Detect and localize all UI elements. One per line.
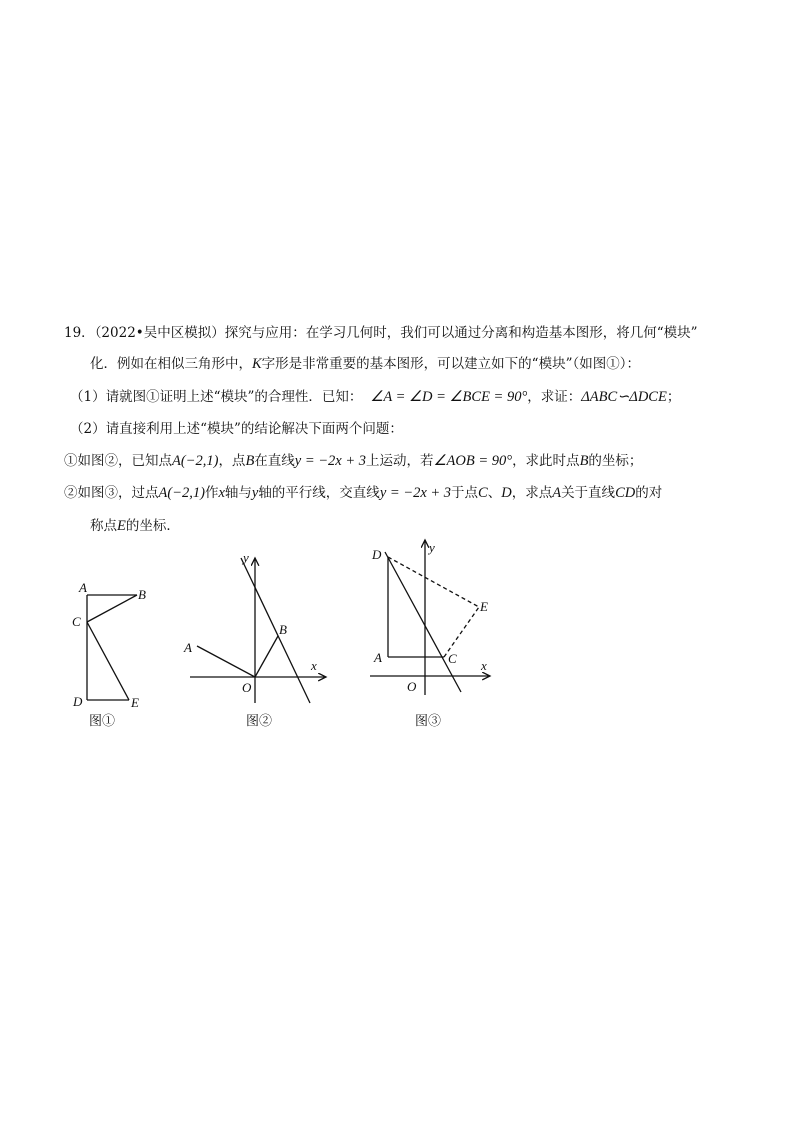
label-a: A (374, 650, 382, 665)
segment-cb (87, 595, 137, 622)
segment-oa (197, 646, 255, 677)
text-segment: ，求此时点 (512, 453, 580, 469)
text-segment: ，求点 (511, 485, 553, 501)
text-segment: 关于直线 (561, 485, 616, 501)
part-2-line (70, 420, 403, 438)
text-segment: ，求证： (527, 389, 582, 405)
label-b: B (279, 622, 287, 637)
label-d: D (73, 694, 83, 709)
label-b: B (138, 587, 146, 602)
label-a: A (79, 580, 87, 595)
segment-ce-dashed (444, 607, 479, 657)
math-c: C (478, 485, 488, 501)
problem-intro: 探究与应用：在学习几何时，我们可以通过分离和构造基本图形，将几何“模块” (224, 325, 698, 341)
math-angle: ∠AOB = 90° (433, 453, 513, 469)
text-segment: 于点 (451, 485, 479, 501)
label-o: O (407, 679, 417, 694)
figure-1 (60, 570, 170, 710)
math-x: x (218, 485, 225, 501)
figure-2 (180, 548, 330, 708)
problem-line-2 (90, 355, 640, 373)
problem-line-1 (64, 324, 698, 342)
problem-source: （2022•吴中区模拟） (94, 325, 225, 341)
label-c: C (448, 651, 457, 666)
label-x: x (481, 658, 487, 673)
label-d: D (372, 547, 382, 562)
text-segment: （1）请就图①证明上述“模块”的合理性．已知： (70, 389, 363, 405)
question-1-line (64, 452, 642, 470)
text-segment: 化．例如在相似三角形中， (90, 356, 252, 372)
question-2-line-2 (90, 517, 180, 535)
math-b: B (245, 453, 255, 469)
text-segment: 的坐标． (125, 518, 180, 534)
label-e: E (131, 695, 139, 710)
text-segment: 轴与 (224, 485, 252, 501)
figure-3 (360, 530, 500, 700)
math-k: K (252, 356, 262, 372)
math-point-a: A(−2,1) (158, 485, 205, 501)
text-segment: 称点 (90, 518, 117, 534)
math-prove: ΔABC∽ΔDCE (581, 389, 667, 405)
math-e: E (117, 518, 126, 534)
math-b: B (579, 453, 589, 469)
text-segment: 在直线 (254, 453, 295, 469)
label-c: C (72, 614, 81, 629)
text-segment: 上运动，若 (366, 453, 434, 469)
text-segment: ①如图②，已知点 (64, 453, 172, 469)
text-segment: 作 (204, 485, 219, 501)
figure-2-caption: 图② (246, 714, 273, 729)
math-point-a: A(−2,1) (172, 453, 219, 469)
math-line: y = −2x + 3 (379, 485, 452, 501)
label-y: y (243, 550, 249, 565)
text-segment: （2）请直接利用上述“模块”的结论解决下面两个问题： (70, 421, 403, 437)
text-segment: 字形是非常重要的基本图形，可以建立如下的“模块”（如图①）： (261, 356, 640, 372)
math-given: ∠A = ∠D = ∠BCE = 90° (370, 389, 528, 405)
question-2-line (64, 484, 662, 502)
figure-1-caption: 图① (89, 714, 116, 729)
line-y-eq-minus-2x-plus-3 (385, 552, 461, 692)
text-segment: 的对 (635, 485, 663, 501)
text-segment: ②如图③，过点 (64, 485, 159, 501)
segment-ob (255, 636, 278, 677)
label-y: y (429, 540, 435, 555)
math-y: y (251, 485, 259, 501)
math-line: y = −2x + 3 (294, 453, 367, 469)
problem-number: 19． (64, 325, 95, 341)
label-x: x (311, 658, 317, 673)
text-segment: ； (666, 389, 681, 405)
text-segment: ，点 (218, 453, 246, 469)
text-segment: 轴的平行线，交直线 (258, 485, 380, 501)
label-e: E (480, 599, 488, 614)
segment-ce (87, 622, 129, 700)
figure-3-caption: 图③ (415, 714, 442, 729)
label-o: O (242, 680, 252, 695)
text-segment: 的坐标； (588, 453, 643, 469)
label-a: A (184, 640, 192, 655)
math-a: A (552, 485, 562, 501)
part-1-line (70, 388, 680, 406)
math-d: D (501, 485, 512, 501)
math-cd: CD (615, 485, 636, 501)
text-segment: 、 (487, 485, 502, 501)
